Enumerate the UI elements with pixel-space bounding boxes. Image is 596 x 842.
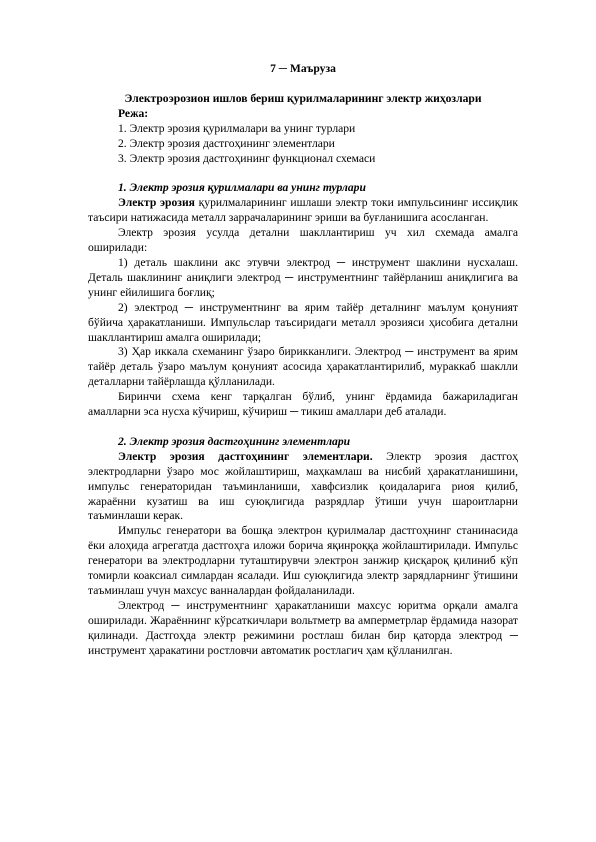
plan-label: Режа: (118, 106, 149, 120)
paragraph (88, 450, 518, 525)
plan-list (88, 122, 518, 167)
paragraph (88, 196, 518, 226)
section-heading-1: 1. Электр эрозия қурилмалари ва унинг турлари (118, 181, 366, 195)
section-heading-2: 2. Электр эрозия дастгоҳининг элементлари (118, 434, 351, 448)
paragraph-text: Электр эрозия дастгоҳ электродларни ўзаро мос жойлаштириш, маҳкамлаш ва нисбий ҳаракатланишини, импульс генераторидан таъминланиши, хавфсизлик қоидаларига риоя қилиб, жараённи кузатиш ва иш суюқлигида разрядлар ўтиши учун шароитларни таъминлаши керак. (88, 449, 518, 523)
paragraph: Электр эрозия усулда детални шакллантириш уч хил схемада амалга оширилади: (88, 226, 518, 255)
plan-item: 2. Электр эрозия дастгоҳининг элементлари (118, 136, 335, 150)
paragraph: Биринчи схема кенг тарқалган бўлиб, унинг ёрдамида бажариладиган амалларни эса нусха кўчириш, кўчириш ─ тикиш амаллари деб аталади. (88, 390, 518, 419)
plan-item: 3. Электр эрозия дастгоҳининг функционал схемаси (118, 151, 376, 165)
paragraph: 3) Ҳар иккала схеманинг ўзаро бирикканлиги. Электрод ─ инструмент ва ярим тайёр деталь ўзаро маълум қонуният асосида ҳаракатлантирилиб, мураккаб шаклли деталларни тайёрлашда қўлланилади. (88, 345, 518, 389)
plan-item: 1. Электр эрозия қурилмалари ва унинг турлари (118, 121, 356, 135)
paragraph: 2) электрод ─ инструментнинг ва ярим тайёр деталнинг маълум қонуният бўйича ҳаракатланиши. Импульслар таъсиридаги металл эрозияси ҳисобига детални шакллантириш амалга оширилади; (88, 300, 518, 344)
paragraph: Электрод ─ инструментнинг ҳаракатланиши махсус юритма орқали амалга оширилади. Жараённинг кўрсаткичлари вольтметр ва амперметрлар ёрдамида назорат қилинади. Дастгоҳда электр режимини ростлаш билан бир қаторда электрод ─ инструмент ҳаракатини ростловчи автоматик ростлагич ҳам қўлланилган. (88, 598, 518, 657)
lecture-title: 7 ─ Маъруза (270, 62, 336, 75)
bold-term: Электр эрозия дастгоҳининг элементлари. (118, 449, 373, 463)
document-page (88, 62, 518, 659)
document-title: Электроэрозион ишлов бериш қурилмаларининг электр жиҳозлари (124, 91, 482, 105)
bold-term: Электр эрозия (118, 196, 195, 210)
paragraph: Импульс генератори ва бошқа электрон қурилмалар дастгоҳнинг станинасида ёки алоҳида агрегатда дастгоҳга иложи борича яқинроққа жойлаштирилади. Импульс генератори ва электродларни туташтирувчи электрон занжир қисқароқ қилиниб кўп томирли коаксиал симлардан ясалади. Иш суюқлигида электр зарядларнинг ўтишини таъминлаш учун махсус ванналардан фойдаланилади. (88, 524, 518, 597)
paragraph-text: қурилмаларининг ишлаши электр токи импульсининг иссиқлик таъсири натижасида металл заррачаларининг эриши ва буғланишига асосланган. (88, 196, 518, 225)
paragraph: 1) деталь шаклини акс этувчи электрод ─ инструмент шаклини нусхалаш. Деталь шаклининг аниқлиги электрод ─ инструментнинг тайёрланиш аниқлигига ва унинг ейилишига боғлиқ; (88, 255, 518, 299)
